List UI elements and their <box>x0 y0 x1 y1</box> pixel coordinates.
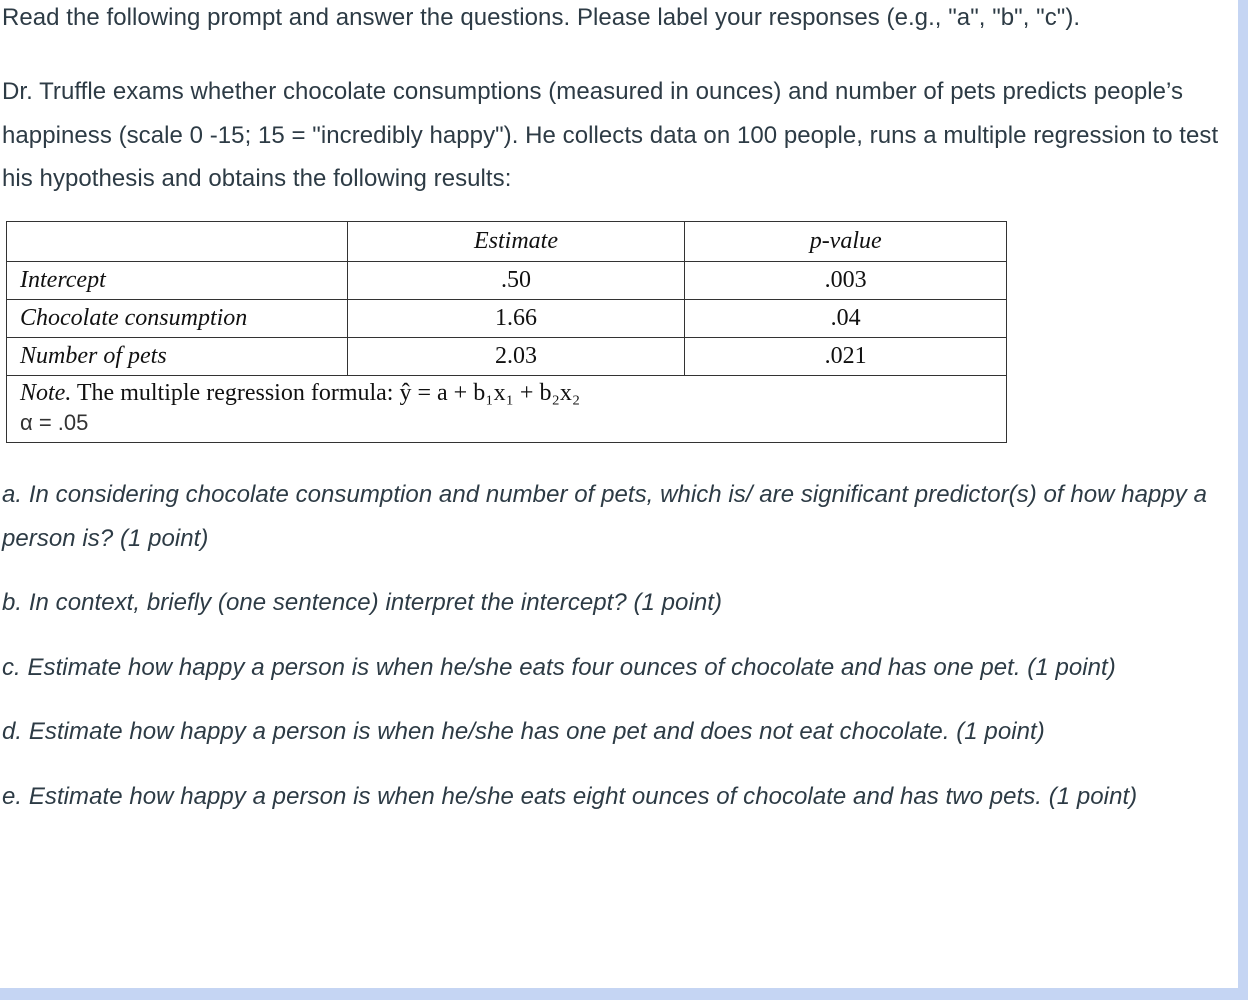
note-label: Note. <box>20 380 72 406</box>
row-p-value: .021 <box>685 338 1007 376</box>
table-row <box>7 262 1007 300</box>
row-estimate: 2.03 <box>347 338 685 376</box>
row-label: Intercept <box>7 262 348 300</box>
header-estimate: Estimate <box>347 222 685 262</box>
table-row <box>7 338 1007 376</box>
header-p-value: p-value <box>685 222 1007 262</box>
question-b: b. In context, briefly (one sentence) interpret the intercept? (1 point) <box>2 589 722 616</box>
note-formula: The multiple regression formula: ŷ = a + b₁x₁ + b₂x₂ <box>71 380 581 406</box>
question-c: c. Estimate how happy a person is when he/she eats four ounces of chocolate and has one pet. (1 point) <box>2 653 1116 681</box>
question-d: d. Estimate how happy a person is when he/she has one pet and does not eat chocolate. (1 point) <box>2 718 1045 745</box>
question-list <box>2 473 1234 839</box>
scenario-text: Dr. Truffle exams whether chocolate consumptions (measured in ounces) and number of pets predicts people’s happiness (scale 0 -15; 15 = "incredibly happy"). He collects data on 100 people, runs a multiple regression to test his hypothesis and obtains the following results: <box>2 78 1219 192</box>
regression-results-table <box>6 221 1007 443</box>
row-label: Number of pets <box>7 338 348 376</box>
instructions-text: Read the following prompt and answer the questions. Please label your responses (e.g., "a", "b", "c"). <box>2 4 1081 31</box>
table-note-row <box>7 376 1007 443</box>
table-header-row <box>7 222 1007 262</box>
row-label: Chocolate consumption <box>7 300 348 338</box>
alpha-level: α = .05 <box>20 410 89 435</box>
header-empty-cell <box>7 222 348 262</box>
table-row <box>7 300 1007 338</box>
question-e: e. Estimate how happy a person is when he/she eats eight ounces of chocolate and has two pets. (1 point) <box>2 782 1138 810</box>
row-p-value: .04 <box>685 300 1007 338</box>
row-estimate: 1.66 <box>347 300 685 338</box>
table-note-cell <box>7 376 1007 443</box>
row-estimate: .50 <box>347 262 685 300</box>
question-a: a. In considering chocolate consumption and number of pets, which is/ are significant predictor(s) of how happy a person is? (1 point) <box>2 481 1207 552</box>
row-p-value: .003 <box>685 262 1007 300</box>
